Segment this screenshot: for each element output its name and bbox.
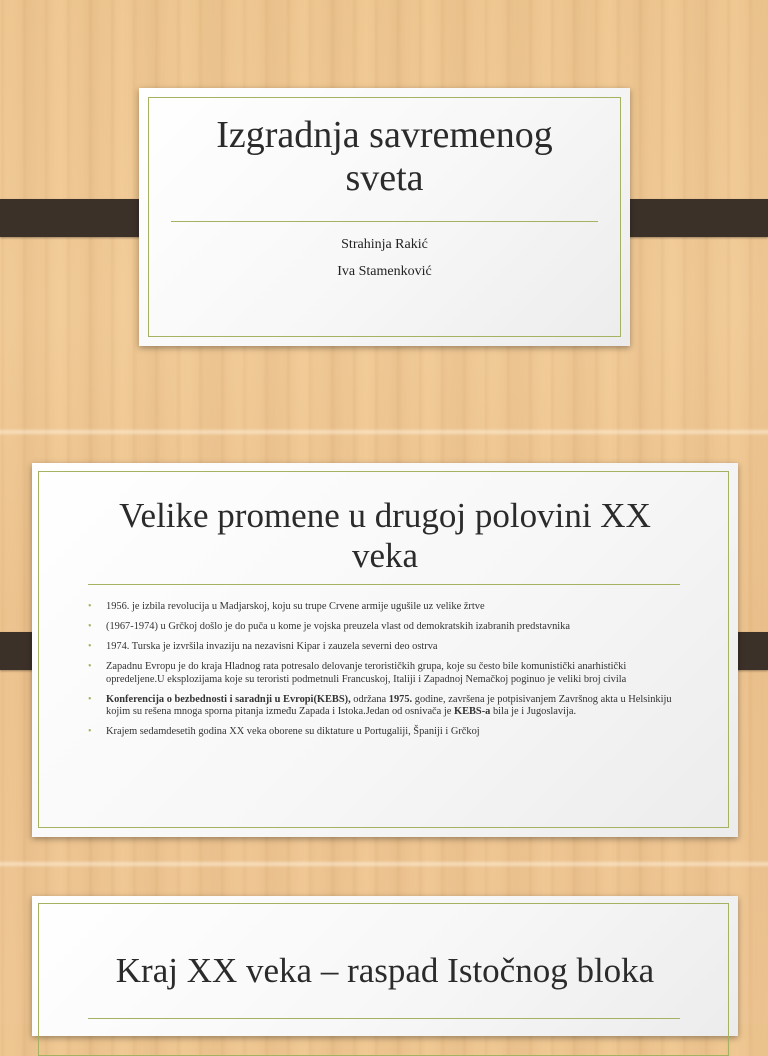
bullet-icon: • xyxy=(88,726,92,737)
title-slide[interactable] xyxy=(139,88,630,346)
author-name: Iva Stamenković xyxy=(337,264,432,279)
bullet-text: (1967-1974) u Grčkoj došlo je do puča u kome je vojska preuzela vlast od demokratskih izabranih predstavnika xyxy=(106,621,570,632)
content-slide[interactable] xyxy=(32,463,738,837)
title-divider xyxy=(88,1018,680,1019)
bullet-list xyxy=(88,601,678,746)
bullet-icon: • xyxy=(88,601,92,612)
bullet-text: 1974. Turska je izvršila invaziju na nezavisni Kipar i zauzela severni deo ostrva xyxy=(106,641,438,652)
bold-text: KEBS-a xyxy=(453,706,491,717)
bullet-text-part: godine, završena je potpisivanjem Završnog akta u Helsinkiju kojim su rešena mnoga sporna pitanja između Zapada i Istoka.Jedan od osnivača je xyxy=(106,693,672,717)
bullet-item xyxy=(88,726,678,739)
decorative-band-left xyxy=(0,199,155,237)
bullet-item xyxy=(88,601,678,614)
bullet-text: 1956. je izbila revolucija u Madjarskoj, koju su trupe Crvene armije ugušile uz velike žrtve xyxy=(106,601,485,612)
title-divider xyxy=(171,221,598,222)
slide-title: Velike promene u drugoj polovini XX veka xyxy=(119,496,651,575)
bullet-icon: • xyxy=(88,621,92,632)
bullet-item xyxy=(88,661,678,686)
bullet-text xyxy=(106,694,672,718)
wood-seam xyxy=(0,860,768,868)
bullet-text-part: bila je i Jugoslavija. xyxy=(490,706,577,717)
title-divider xyxy=(88,584,680,585)
author-name: Strahinja Rakić xyxy=(341,237,428,252)
decorative-band-right xyxy=(613,199,768,237)
bullet-item xyxy=(88,621,678,634)
bold-text: Konferencija o bezbednosti i saradnji u Evropi(KEBS), xyxy=(106,693,351,705)
bullet-icon: • xyxy=(88,693,92,705)
partial-slide[interactable] xyxy=(32,896,738,1036)
bullet-text: Zapadnu Evropu je do kraja Hladnog rata potresalo delovanje terorističkih grupa, koje su često bile komunistički anarhistički opredeljene.U eksplozijama koje su teroristi podmetnuli Francuskoj, Italiji i Zapadnoj Nemačkoj poginuo je veliki broj civila xyxy=(106,661,627,685)
bullet-icon: • xyxy=(88,641,92,652)
slide-title: Kraj XX veka – raspad Istočnog bloka xyxy=(115,951,655,990)
bullet-item xyxy=(88,641,678,654)
bullet-text: Krajem sedamdesetih godina XX veka oborene su diktature u Portugaliji, Španiji i Grčkoj xyxy=(106,726,480,737)
slide-title: Izgradnja savremenog sveta xyxy=(216,114,553,199)
bullet-text-part: održana xyxy=(350,693,389,705)
wood-seam xyxy=(0,428,768,436)
bold-text: 1975. xyxy=(388,693,413,705)
bullet-icon: • xyxy=(88,661,92,672)
bullet-item xyxy=(88,694,678,719)
